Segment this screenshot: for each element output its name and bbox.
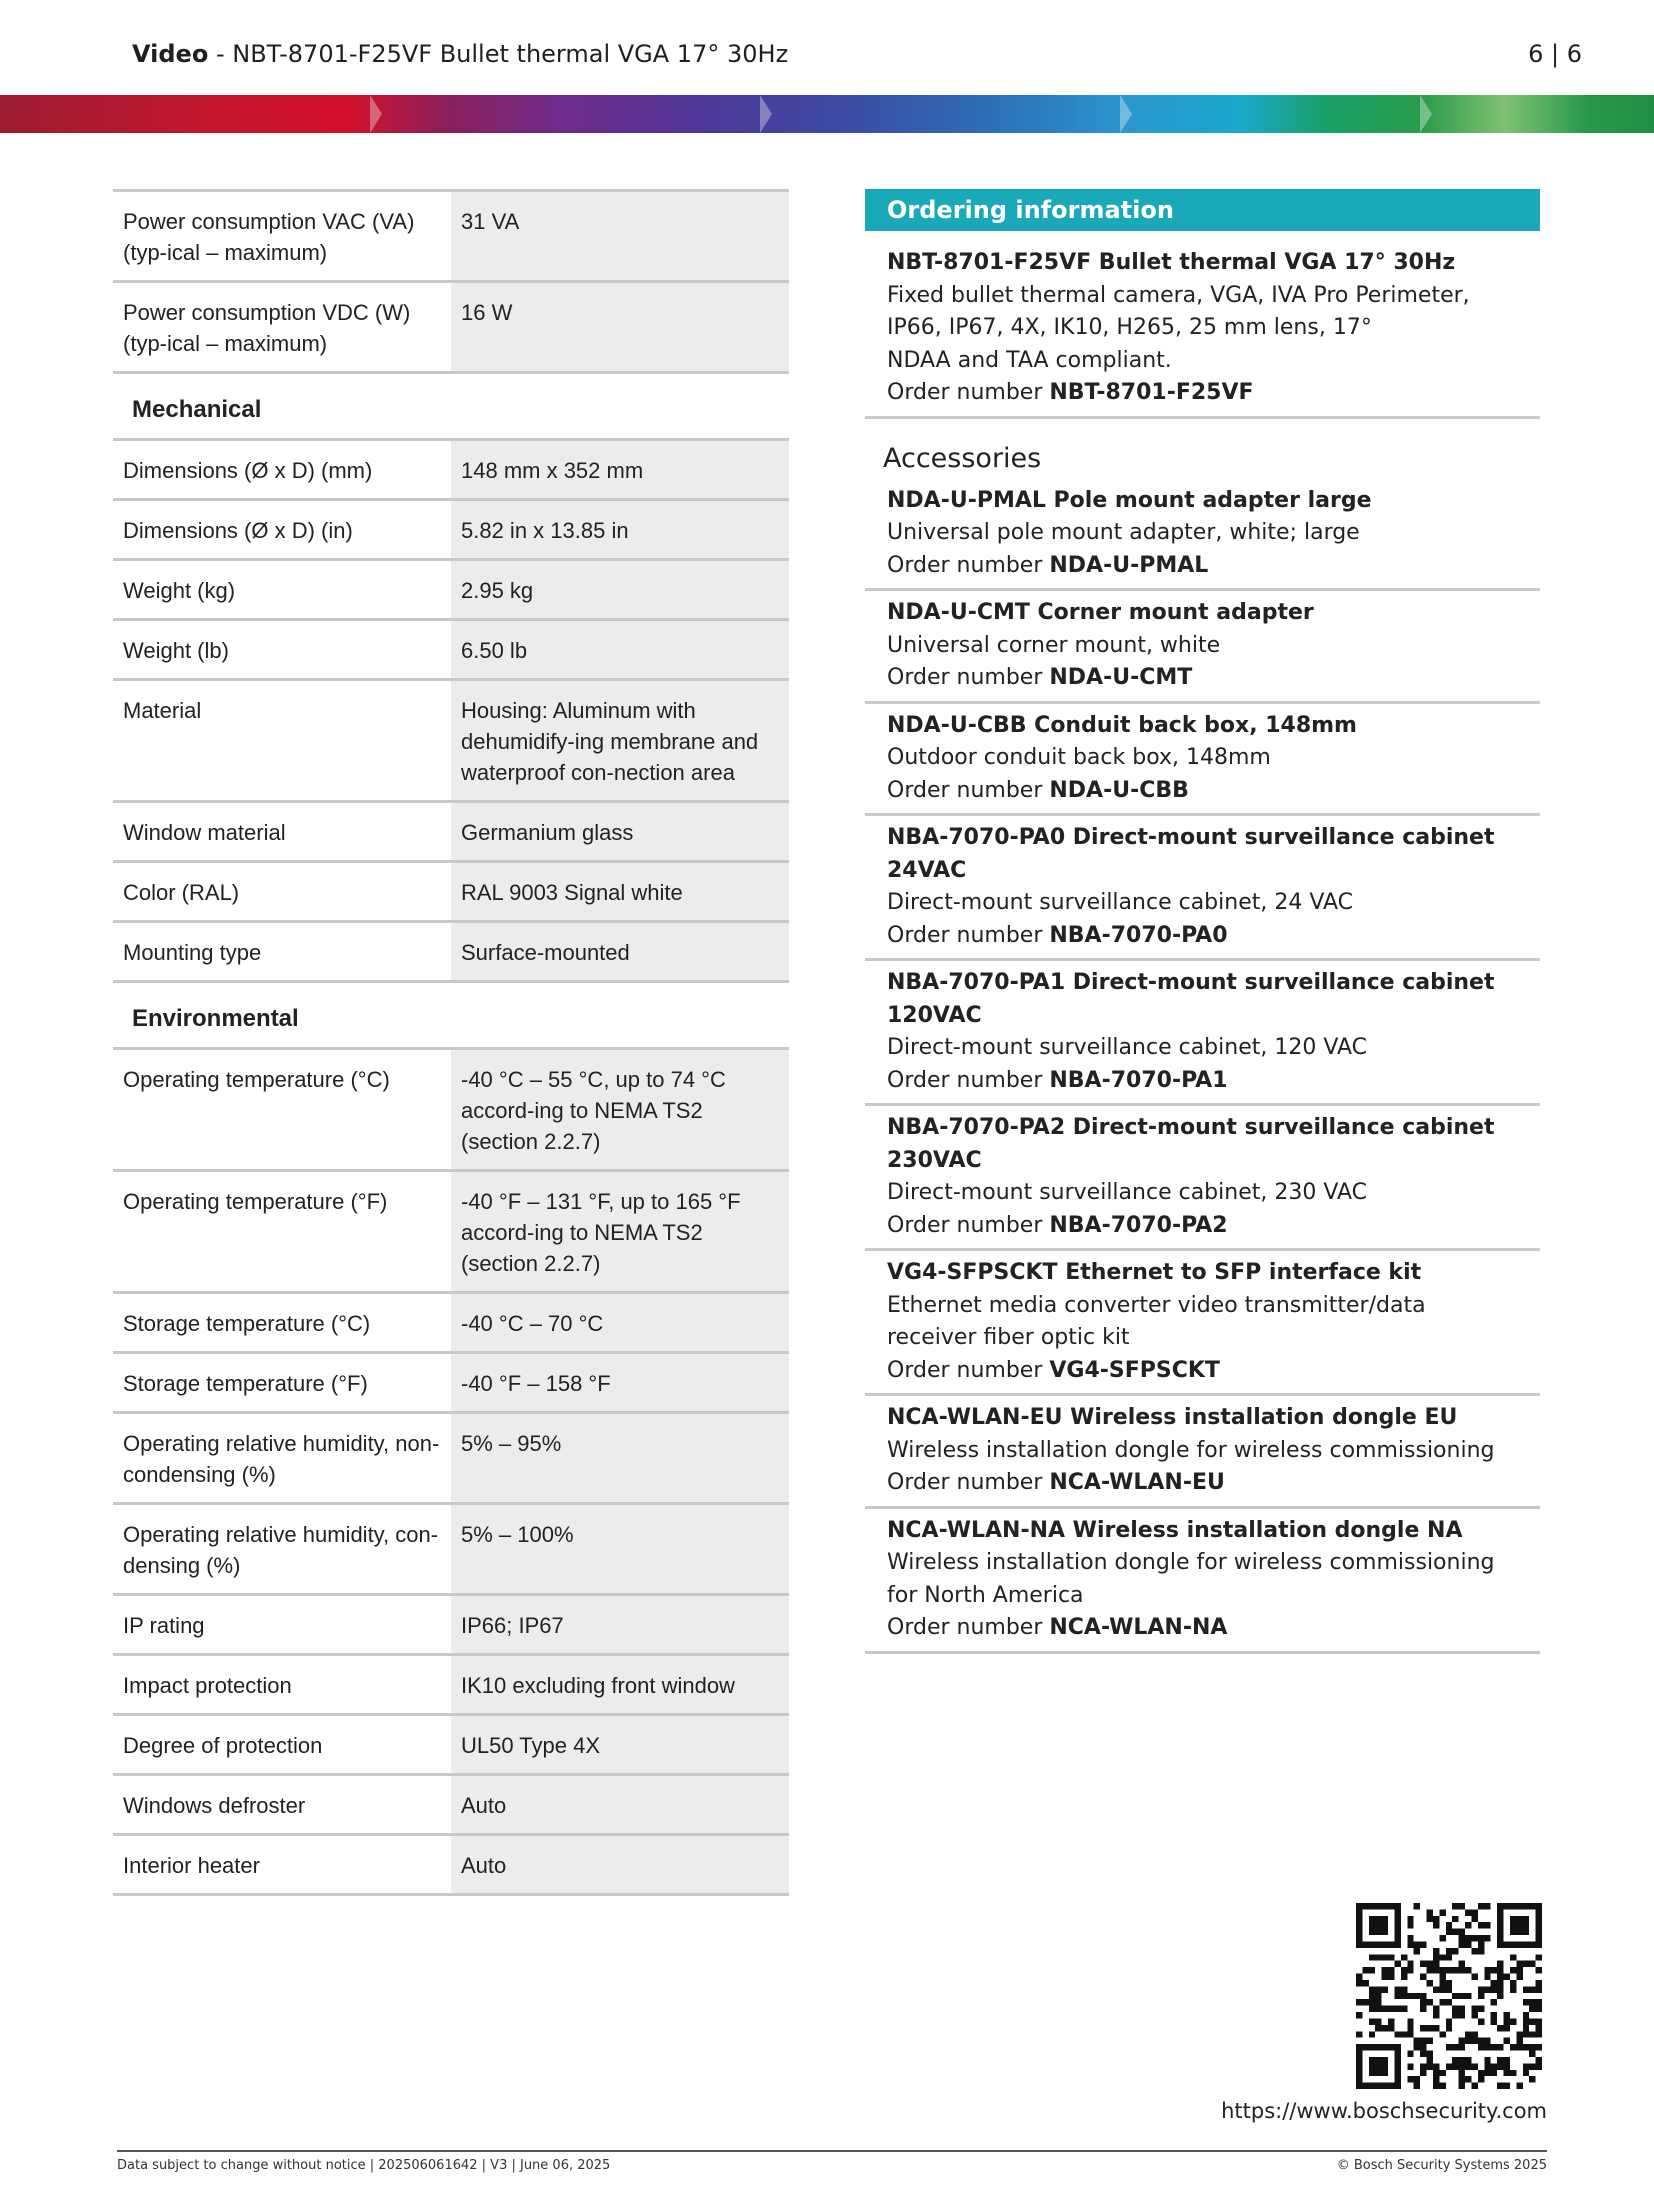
accessory-desc: Outdoor conduit back box, 148mm [887, 745, 1271, 770]
accessory-item [865, 1396, 1540, 1509]
spec-key: Storage temperature (°F) [123, 1371, 368, 1396]
spec-row [113, 561, 789, 621]
section-title: Environmental [132, 1005, 299, 1032]
accessory-order-number: Order number VG4-SFPSCKT [887, 1357, 1220, 1383]
spec-key: Operating relative humidity, non-condensing (%) [123, 1431, 440, 1487]
spec-key: Dimensions (Ø x D) (in) [123, 518, 353, 543]
section-title: Mechanical [132, 396, 262, 423]
page-number: 6 | 6 [1528, 40, 1582, 68]
accessory-desc: Ethernet media converter video transmitter/data receiver fiber optic kit [887, 1292, 1426, 1350]
spec-value: -40 °F – 158 °F [451, 1354, 789, 1411]
spec-value: -40 °C – 55 °C, up to 74 °C accord-ing to NEMA TS2 (section 2.2.7) [451, 1050, 789, 1169]
accessory-item [865, 816, 1540, 961]
ordering-information [865, 189, 1540, 1654]
accessory-title: NBA-7070-PA2 Direct-mount surveillance cabinet 230VAC [887, 1115, 1495, 1173]
spec-key: Color (RAL) [123, 880, 240, 905]
product-title: - NBT-8701-F25VF Bullet thermal VGA 17° 30Hz [208, 40, 789, 68]
accessory-title: NCA-WLAN-EU Wireless installation dongle EU [887, 1405, 1458, 1430]
spec-value: 16 W [451, 283, 789, 371]
accessory-order-number: Order number NDA-U-CMT [887, 665, 1193, 690]
main-product-compliance: NDAA and TAA compliant. [887, 347, 1172, 373]
spec-row [113, 501, 789, 561]
spec-value: IP66; IP67 [451, 1596, 789, 1653]
accessory-item [865, 1251, 1540, 1396]
accessory-order-number: Order number NDA-U-CBB [887, 777, 1189, 803]
spec-value: IK10 excluding front window [451, 1656, 789, 1713]
spec-value: Auto [451, 1776, 789, 1833]
accessory-desc: Direct-mount surveillance cabinet, 230 VAC [887, 1180, 1367, 1205]
accessory-desc: Universal pole mount adapter, white; large [887, 520, 1360, 545]
main-product-item [865, 231, 1540, 419]
specifications-table [113, 189, 789, 1896]
accessory-desc: Wireless installation dongle for wireless commissioning for North America [887, 1550, 1495, 1608]
spec-row [113, 621, 789, 681]
accessory-order-number: Order number NDA-U-PMAL [887, 552, 1209, 578]
spec-row [113, 1716, 789, 1776]
accessory-item [865, 591, 1540, 704]
spec-value: -40 °F – 131 °F, up to 165 °F accord-ing to NEMA TS2 (section 2.2.7) [451, 1172, 789, 1291]
spec-row [113, 863, 789, 923]
spec-key: Windows defroster [123, 1793, 306, 1818]
accessory-item [865, 1509, 1540, 1654]
spec-key: Impact protection [123, 1673, 292, 1698]
accessory-title: NCA-WLAN-NA Wireless installation dongle NA [887, 1517, 1463, 1543]
spec-row [113, 681, 789, 803]
spec-key: Window material [123, 820, 286, 845]
footer-divider [117, 2150, 1547, 2152]
accessory-order-number: Order number NCA-WLAN-NA [887, 1615, 1228, 1640]
spec-value: Housing: Aluminum with dehumidify-ing membrane and waterproof con-nection area [451, 681, 789, 800]
accessory-desc: Direct-mount surveillance cabinet, 24 VAC [887, 890, 1353, 915]
spec-row [113, 283, 789, 374]
spec-value: 31 VA [451, 192, 789, 280]
spec-value: 2.95 kg [451, 561, 789, 618]
spec-key: Storage temperature (°C) [123, 1311, 371, 1336]
accessory-desc: Direct-mount surveillance cabinet, 120 VAC [887, 1035, 1367, 1060]
spec-value: Surface-mounted [451, 923, 789, 980]
accessories-list [865, 479, 1540, 1654]
spec-key: Material [123, 698, 202, 723]
spec-row [113, 1776, 789, 1836]
accessory-item [865, 479, 1540, 592]
spec-value: 5% – 95% [451, 1414, 789, 1502]
category-label: Video [132, 40, 209, 68]
website-url[interactable]: https://www.boschsecurity.com [1221, 2099, 1547, 2123]
accessory-title: NDA-U-CBB Conduit back box, 148mm [887, 712, 1357, 738]
spec-row [113, 1505, 789, 1596]
spec-value: RAL 9003 Signal white [451, 863, 789, 920]
accessory-desc: Wireless installation dongle for wireless commissioning [887, 1437, 1495, 1463]
spec-value: 5% – 100% [451, 1505, 789, 1593]
accessory-title: NDA-U-CMT Corner mount adapter [887, 600, 1314, 625]
spec-row [113, 1656, 789, 1716]
main-product-title: NBT-8701-F25VF Bullet thermal VGA 17° 30Hz [887, 250, 1456, 275]
spec-key: Operating relative humidity, con-densing (%) [123, 1522, 439, 1578]
accessory-item [865, 961, 1540, 1106]
accessory-order-number: Order number NBA-7070-PA2 [887, 1212, 1228, 1238]
accessory-order-number: Order number NCA-WLAN-EU [887, 1470, 1225, 1495]
footer-notice: Data subject to change without notice | 202506061642 | V3 | June 06, 2025 [117, 2158, 611, 2173]
spec-value: UL50 Type 4X [451, 1716, 789, 1773]
main-order-number: Order number NBT-8701-F25VF [887, 380, 1254, 405]
spec-row [113, 1172, 789, 1294]
spec-row [113, 441, 789, 501]
spec-key: Interior heater [123, 1853, 260, 1878]
spec-section-heading [113, 983, 789, 1050]
brand-color-bar [0, 95, 1654, 133]
spec-value: 148 mm x 352 mm [451, 441, 789, 498]
spec-row [113, 1836, 789, 1896]
spec-row [113, 1050, 789, 1172]
spec-row [113, 1354, 789, 1414]
page-header [132, 36, 1582, 76]
spec-value: Auto [451, 1836, 789, 1893]
qr-code [1356, 1903, 1542, 2089]
accessory-item [865, 704, 1540, 817]
spec-key: Power consumption VAC (VA) (typ-ical – maximum) [123, 209, 415, 265]
footer-copyright: © Bosch Security Systems 2025 [1336, 2158, 1547, 2173]
spec-value: 6.50 lb [451, 621, 789, 678]
spec-row [113, 1294, 789, 1354]
spec-row [113, 1414, 789, 1505]
accessory-item [865, 1106, 1540, 1251]
accessory-title: NBA-7070-PA0 Direct-mount surveillance cabinet 24VAC [887, 825, 1495, 883]
accessory-title: NBA-7070-PA1 Direct-mount surveillance cabinet 120VAC [887, 970, 1495, 1028]
spec-row [113, 923, 789, 983]
spec-row [113, 1596, 789, 1656]
accessory-order-number: Order number NBA-7070-PA1 [887, 1067, 1228, 1093]
spec-key: Power consumption VDC (W) (typ-ical – maximum) [123, 300, 411, 356]
main-product-desc: Fixed bullet thermal camera, VGA, IVA Pro Perimeter, IP66, IP67, 4X, IK10, H265, 25 mm lens, 17° [887, 282, 1470, 340]
document-title [132, 36, 788, 72]
spec-key: Weight (lb) [123, 638, 229, 663]
ordering-heading: Ordering information [865, 189, 1540, 231]
spec-key: Operating temperature (°F) [123, 1189, 388, 1214]
spec-key: Operating temperature (°C) [123, 1067, 390, 1092]
accessory-order-number: Order number NBA-7070-PA0 [887, 922, 1228, 948]
spec-key: Dimensions (Ø x D) (mm) [123, 458, 373, 483]
accessory-desc: Universal corner mount, white [887, 632, 1221, 658]
spec-row [113, 803, 789, 863]
spec-value: -40 °C – 70 °C [451, 1294, 789, 1351]
spec-section-heading [113, 374, 789, 441]
spec-key: IP rating [123, 1613, 205, 1638]
spec-row [113, 189, 789, 283]
spec-key: Weight (kg) [123, 578, 236, 603]
spec-key: Mounting type [123, 940, 262, 965]
accessory-title: NDA-U-PMAL Pole mount adapter large [887, 487, 1372, 513]
accessories-heading: Accessories [883, 442, 1042, 474]
spec-key: Degree of protection [123, 1733, 323, 1758]
spec-value: Germanium glass [451, 803, 789, 860]
accessory-title: VG4-SFPSCKT Ethernet to SFP interface kit [887, 1260, 1422, 1285]
spec-value: 5.82 in x 13.85 in [451, 501, 789, 558]
